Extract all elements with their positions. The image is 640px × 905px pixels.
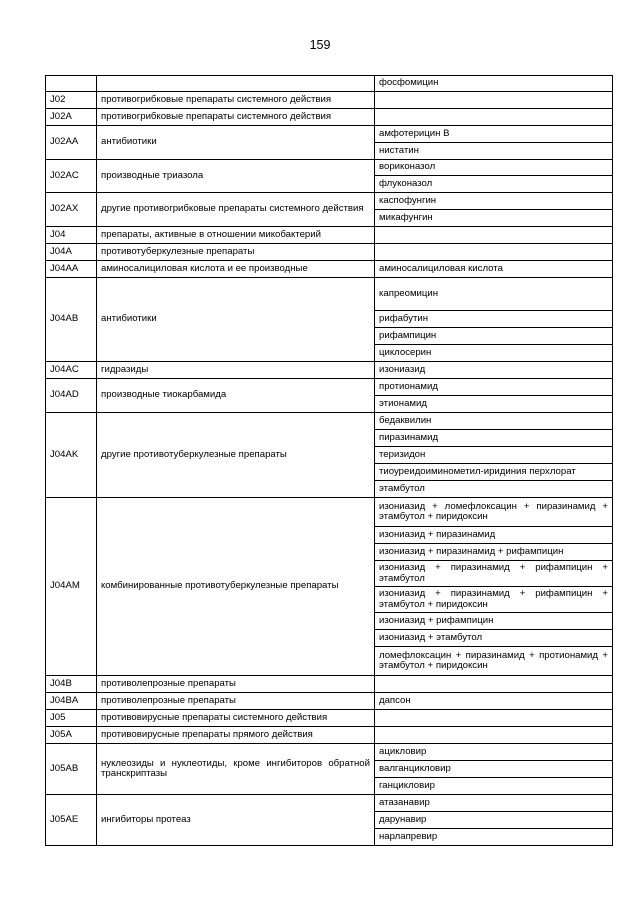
atc-group-cell: нуклеозиды и нуклеотиды, кроме ингибиторов обратной транскриптазы — [97, 744, 375, 795]
drug-name-cell — [375, 244, 613, 261]
page-number: 159 — [309, 38, 331, 52]
table-row — [46, 193, 613, 210]
drug-name-cell: тиоуреидоиминометил-иридиния перхлорат — [375, 464, 613, 481]
drug-name-cell: капреомицин — [375, 278, 613, 311]
drug-name-cell: нарлапревир — [375, 829, 613, 846]
drug-name-cell: вориконазол — [375, 160, 613, 176]
atc-group-cell: противовирусные препараты прямого действия — [97, 727, 375, 744]
table-row — [46, 727, 613, 744]
drug-name-cell: ацикловир — [375, 744, 613, 761]
atc-code-cell: J04AM — [46, 498, 97, 676]
atc-group-cell: аминосалициловая кислота и ее производные — [97, 261, 375, 278]
atc-code-cell: J02AC — [46, 160, 97, 193]
atc-code-cell: J02 — [46, 92, 97, 109]
atc-code-cell: J05AE — [46, 795, 97, 846]
drug-name-cell: дапсон — [375, 693, 613, 710]
atc-code-cell: J04AB — [46, 278, 97, 362]
drug-name-cell: рифабутин — [375, 311, 613, 328]
drug-name-cell: аминосалициловая кислота — [375, 261, 613, 278]
table-row — [46, 413, 613, 430]
table-row — [46, 261, 613, 278]
table-row — [46, 379, 613, 396]
drug-name-cell — [375, 227, 613, 244]
drug-name-cell: изониазид — [375, 362, 613, 379]
atc-code-cell: J02AX — [46, 193, 97, 227]
drug-name-cell — [375, 727, 613, 744]
drug-name-cell: ломефлоксацин + пиразинамид + протионамид + этамбутол + пиридоксин — [375, 647, 613, 676]
drug-name-cell: ганцикловир — [375, 778, 613, 795]
table-row — [46, 795, 613, 812]
atc-code-cell: J04 — [46, 227, 97, 244]
atc-code-cell: J02AA — [46, 126, 97, 160]
atc-group-cell: производные триазола — [97, 160, 375, 193]
table-row — [46, 362, 613, 379]
atc-code-cell: J05AB — [46, 744, 97, 795]
atc-code-cell: J04A — [46, 244, 97, 261]
drug-name-cell: атазанавир — [375, 795, 613, 812]
atc-group-cell: противотуберкулезные препараты — [97, 244, 375, 261]
drug-name-cell: изониазид + пиразинамид + рифампицин + этамбутол — [375, 561, 613, 587]
table-row — [46, 693, 613, 710]
table-row — [46, 278, 613, 311]
drug-name-cell: флуконазол — [375, 176, 613, 193]
drug-name-cell: изониазид + пиразинамид + рифампицин + этамбутол + пиридоксин — [375, 587, 613, 613]
atc-classification-table — [45, 75, 613, 846]
drug-name-cell: изониазид + рифампицин — [375, 613, 613, 630]
drug-name-cell: изониазид + пиразинамид + рифампицин — [375, 544, 613, 561]
atc-group-cell: другие противотуберкулезные препараты — [97, 413, 375, 498]
table-row — [46, 244, 613, 261]
atc-group-cell: противогрибковые препараты системного действия — [97, 109, 375, 126]
table-row — [46, 76, 613, 92]
drug-name-cell: амфотерицин B — [375, 126, 613, 143]
atc-group-cell: другие противогрибковые препараты системного действия — [97, 193, 375, 227]
table-row — [46, 498, 613, 527]
drug-name-cell — [375, 676, 613, 693]
atc-code-cell: J04AC — [46, 362, 97, 379]
table-row — [46, 744, 613, 761]
drug-name-cell: протионамид — [375, 379, 613, 396]
atc-code-cell: J05 — [46, 710, 97, 727]
atc-code-cell: J04BA — [46, 693, 97, 710]
atc-code-cell: J04B — [46, 676, 97, 693]
drug-name-cell: циклосерин — [375, 345, 613, 362]
drug-name-cell: дарунавир — [375, 812, 613, 829]
atc-group-cell: противогрибковые препараты системного действия — [97, 92, 375, 109]
atc-group-cell: производные тиокарбамида — [97, 379, 375, 413]
drug-name-cell: валганцикловир — [375, 761, 613, 778]
atc-group-cell: гидразиды — [97, 362, 375, 379]
table-row — [46, 126, 613, 143]
drug-name-cell: этамбутол — [375, 481, 613, 498]
atc-group-cell: антибиотики — [97, 126, 375, 160]
drug-name-cell: бедаквилин — [375, 413, 613, 430]
drug-name-cell: изониазид + пиразинамид — [375, 527, 613, 544]
table-row — [46, 676, 613, 693]
drug-name-cell: каспофунгин — [375, 193, 613, 210]
atc-code-cell: J02A — [46, 109, 97, 126]
drug-name-cell: изониазид + этамбутол — [375, 630, 613, 647]
atc-group-cell: противовирусные препараты системного действия — [97, 710, 375, 727]
drug-name-cell: этионамид — [375, 396, 613, 413]
drug-name-cell: теризидон — [375, 447, 613, 464]
drug-name-cell: нистатин — [375, 143, 613, 160]
atc-group-cell: ингибиторы протеаз — [97, 795, 375, 846]
atc-group-cell: противолепрозные препараты — [97, 693, 375, 710]
drug-name-cell — [375, 109, 613, 126]
drug-name-cell: фосфомицин — [375, 76, 613, 92]
atc-group-cell: антибиотики — [97, 278, 375, 362]
atc-code-cell: J04AD — [46, 379, 97, 413]
table-row — [46, 92, 613, 109]
atc-group-cell: противолепрозные препараты — [97, 676, 375, 693]
atc-group-cell: комбинированные противотуберкулезные препараты — [97, 498, 375, 676]
drug-name-cell: микафунгин — [375, 210, 613, 227]
atc-code-cell: J05A — [46, 727, 97, 744]
drug-name-cell — [375, 92, 613, 109]
atc-group-cell — [97, 76, 375, 92]
drug-name-cell: пиразинамид — [375, 430, 613, 447]
drug-name-cell: рифампицин — [375, 328, 613, 345]
table-row — [46, 227, 613, 244]
atc-code-cell: J04AA — [46, 261, 97, 278]
drug-name-cell — [375, 710, 613, 727]
atc-code-cell — [46, 76, 97, 92]
table-row — [46, 160, 613, 176]
atc-group-cell: препараты, активные в отношении микобактерий — [97, 227, 375, 244]
drug-name-cell: изониазид + ломефлоксацин + пиразинамид + этамбутол + пиридоксин — [375, 498, 613, 527]
table-row — [46, 109, 613, 126]
table-row — [46, 710, 613, 727]
atc-code-cell: J04AK — [46, 413, 97, 498]
